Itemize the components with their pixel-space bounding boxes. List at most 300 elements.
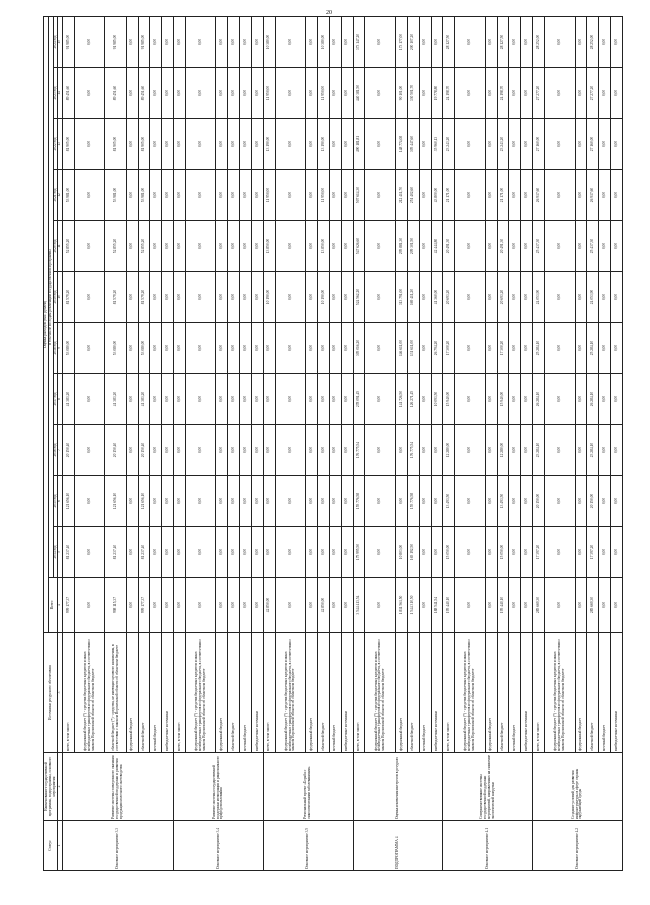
value-cell: 0,00 xyxy=(396,476,408,527)
table-row xyxy=(126,17,138,871)
name-cell: Развитие системы электронного оказания государственной поддержки и развития продукции молочного скотоводства xyxy=(63,753,174,821)
value-cell: 0,00 xyxy=(275,323,306,374)
value-cell: 26 284,10 xyxy=(533,374,545,425)
value-cell: 24 053,90 xyxy=(533,272,545,323)
source-cell: всего, в том числе: xyxy=(443,633,455,753)
value-cell: 0,00 xyxy=(150,374,162,425)
value-cell: 373 147,20 xyxy=(353,17,365,68)
value-cell: 0,00 xyxy=(216,425,228,476)
value-cell: 547 626,60 xyxy=(353,221,365,272)
column-number: 11 xyxy=(58,221,63,272)
value-cell: 0,00 xyxy=(185,221,216,272)
value-cell: 0,00 xyxy=(162,119,174,170)
source-cell: внебюджетные источники xyxy=(341,633,353,753)
value-cell: 0,00 xyxy=(216,374,228,425)
value-cell: 0,00 xyxy=(365,527,396,578)
value-cell: 0,00 xyxy=(263,527,275,578)
value-cell: 0,00 xyxy=(216,527,228,578)
value-cell: 195 440,10 xyxy=(443,578,455,633)
value-cell: 0,00 xyxy=(575,425,587,476)
value-cell: 0,00 xyxy=(174,476,186,527)
value-cell: 0,00 xyxy=(329,323,341,374)
value-cell: 21 171,00 xyxy=(443,170,455,221)
value-cell: 0,00 xyxy=(509,476,521,527)
value-cell: 0,00 xyxy=(126,578,138,633)
value-cell: 0,00 xyxy=(251,221,263,272)
value-cell: 0,00 xyxy=(228,527,240,578)
value-cell: 41 360,00 xyxy=(431,272,443,323)
value-cell: 0,00 xyxy=(329,17,341,68)
value-cell: 0,00 xyxy=(74,221,105,272)
value-cell: 0,00 xyxy=(275,476,306,527)
table-row xyxy=(587,17,599,871)
value-cell: 0,00 xyxy=(419,221,431,272)
value-cell: 0,00 xyxy=(216,578,228,633)
value-cell: 0,00 xyxy=(306,221,318,272)
value-cell: 0,00 xyxy=(150,17,162,68)
value-cell: 0,00 xyxy=(575,17,587,68)
table-row xyxy=(611,17,623,871)
value-cell: 0,00 xyxy=(263,476,275,527)
value-cell: 0,00 xyxy=(521,68,533,119)
value-cell: 11 950,00 xyxy=(318,170,330,221)
value-cell: 0,00 xyxy=(318,476,330,527)
value-cell: 0,00 xyxy=(521,425,533,476)
value-cell: 0,00 xyxy=(275,68,306,119)
value-cell: 0,00 xyxy=(174,272,186,323)
value-cell: 13 493,50 xyxy=(497,476,509,527)
value-cell: 28 252,00 xyxy=(587,17,599,68)
table-row xyxy=(228,17,240,871)
source-cell: федеральный бюджет xyxy=(485,633,497,753)
value-cell: 81 237,40 xyxy=(63,527,75,578)
value-cell: 155 776,58 xyxy=(353,476,365,527)
value-cell: 20 491,30 xyxy=(497,221,509,272)
value-cell: 0,00 xyxy=(509,170,521,221)
value-cell: 0,00 xyxy=(545,323,576,374)
value-cell: 0,00 xyxy=(611,272,623,323)
value-cell: 91 985,00 xyxy=(105,17,126,68)
value-cell: 0,00 xyxy=(162,170,174,221)
value-cell: 313 791,00 xyxy=(396,272,408,323)
value-cell: 999 177,37 xyxy=(138,578,150,633)
value-cell: 0,00 xyxy=(251,476,263,527)
table-row xyxy=(306,17,318,871)
value-cell: 0,00 xyxy=(126,476,138,527)
value-cell: 0,00 xyxy=(263,425,275,476)
value-cell: 26 917,60 xyxy=(587,170,599,221)
value-cell: 0,00 xyxy=(329,170,341,221)
value-cell: 146 611,00 xyxy=(396,323,408,374)
value-cell: 0,00 xyxy=(575,476,587,527)
table-row xyxy=(485,17,497,871)
value-cell: 43 800,00 xyxy=(431,170,443,221)
value-cell: 0,00 xyxy=(228,170,240,221)
value-cell: 0,00 xyxy=(275,527,306,578)
value-cell: 0,00 xyxy=(329,68,341,119)
status-cell: ПОДПРОГРАММА 4 xyxy=(353,821,443,871)
value-cell: 0,00 xyxy=(240,476,252,527)
value-cell: 0,00 xyxy=(150,272,162,323)
value-cell: 0,00 xyxy=(306,170,318,221)
value-cell: 24 198,70 xyxy=(443,68,455,119)
source-cell: областной бюджет xyxy=(497,633,509,753)
value-cell: 3 544 413,54 xyxy=(353,578,365,633)
status-header: Статус xyxy=(44,821,58,871)
value-cell: 169 411,20 xyxy=(407,272,419,323)
source-cell: областной бюджет xyxy=(138,633,150,753)
value-cell: 0,00 xyxy=(365,68,396,119)
value-cell: 13 493,50 xyxy=(443,476,455,527)
value-cell: 0,00 xyxy=(611,374,623,425)
name-cell: Оценка изменения интересов в ресурсах xyxy=(353,753,443,821)
value-cell: 212 411,70 xyxy=(396,170,408,221)
value-cell: 0,00 xyxy=(240,374,252,425)
value-cell: 0,00 xyxy=(240,170,252,221)
value-cell: 19 778,80 xyxy=(431,68,443,119)
table-row xyxy=(263,17,275,871)
value-cell: 0,00 xyxy=(611,68,623,119)
value-cell: 0,00 xyxy=(216,221,228,272)
source-cell: федеральный бюджет xyxy=(126,633,138,753)
value-cell: 0,00 xyxy=(275,170,306,221)
value-cell: 0,00 xyxy=(341,527,353,578)
value-cell: 0,00 xyxy=(455,425,486,476)
value-cell: 0,00 xyxy=(174,527,186,578)
value-cell: 0,00 xyxy=(455,527,486,578)
value-cell: 28 127,50 xyxy=(497,17,509,68)
value-cell: 0,00 xyxy=(318,323,330,374)
value-cell: 0,00 xyxy=(485,119,497,170)
table-row xyxy=(443,17,455,871)
value-cell: 0,00 xyxy=(599,272,611,323)
value-cell: 13 190,00 xyxy=(263,119,275,170)
table-row xyxy=(407,17,419,871)
value-cell: 0,00 xyxy=(485,17,497,68)
source-cell: федеральный бюджет xyxy=(396,633,408,753)
value-cell: 0,00 xyxy=(185,68,216,119)
source-cell: всего, в том числе: xyxy=(263,633,275,753)
value-cell: 0,00 xyxy=(341,425,353,476)
value-cell: 165 192,50 xyxy=(407,527,419,578)
value-cell: 0,00 xyxy=(611,527,623,578)
value-cell: 25 284,10 xyxy=(587,323,599,374)
value-cell: 0,00 xyxy=(455,476,486,527)
value-cell: 0,00 xyxy=(275,221,306,272)
value-cell: 12 280,00 xyxy=(497,425,509,476)
value-cell: 81 579,20 xyxy=(138,272,150,323)
value-cell: 0,00 xyxy=(521,272,533,323)
value-cell: 524 562,20 xyxy=(353,272,365,323)
value-cell: 17 300,20 xyxy=(443,323,455,374)
value-cell: 0,00 xyxy=(251,374,263,425)
value-cell: 0,00 xyxy=(545,476,576,527)
value-cell: 26 794,20 xyxy=(431,323,443,374)
value-cell: 89 451,60 xyxy=(63,68,75,119)
value-cell: 0,00 xyxy=(216,17,228,68)
value-cell: 0,00 xyxy=(419,17,431,68)
value-cell: 0,00 xyxy=(575,272,587,323)
value-cell: 0,00 xyxy=(251,272,263,323)
source-cell: областной бюджет xyxy=(318,633,330,753)
value-cell: 53 981,00 xyxy=(138,170,150,221)
value-cell: 0,00 xyxy=(419,272,431,323)
value-cell: 0,00 xyxy=(275,425,306,476)
value-cell: 0,00 xyxy=(611,578,623,633)
value-cell: 0,00 xyxy=(162,323,174,374)
table-row xyxy=(318,17,330,871)
total-header: Всего xyxy=(48,578,58,633)
value-cell: 10 380,00 xyxy=(318,17,330,68)
value-cell: 0,00 xyxy=(174,425,186,476)
value-cell: 0,00 xyxy=(485,221,497,272)
column-number: 4 xyxy=(58,578,63,633)
value-cell: 81 579,20 xyxy=(63,272,75,323)
value-cell: 0,00 xyxy=(74,374,105,425)
source-cell: внебюджетные источники xyxy=(162,633,174,753)
value-cell: 195 440,10 xyxy=(497,578,509,633)
value-cell: 330 501,70 xyxy=(407,68,419,119)
value-cell: 13 190,00 xyxy=(318,119,330,170)
table-body xyxy=(63,17,623,871)
source-cell: местный бюджет xyxy=(509,633,521,753)
source-cell: всего, в том числе: xyxy=(353,633,365,753)
value-cell: 0,00 xyxy=(306,119,318,170)
value-cell: 52 855,20 xyxy=(63,221,75,272)
value-cell: 0,00 xyxy=(545,68,576,119)
value-cell: 176 775,54 xyxy=(407,425,419,476)
value-cell: 0,00 xyxy=(185,17,216,68)
value-cell: 0,00 xyxy=(126,272,138,323)
value-cell: 0,00 xyxy=(545,425,576,476)
value-cell: 41 383,20 xyxy=(138,374,150,425)
value-cell: 0,00 xyxy=(240,221,252,272)
value-cell: 23 284,10 xyxy=(533,425,545,476)
value-cell: 0,00 xyxy=(251,17,263,68)
value-cell: 15 050,00 xyxy=(443,527,455,578)
value-cell: 0,00 xyxy=(228,374,240,425)
value-cell: 23 243,20 xyxy=(497,119,509,170)
table-row xyxy=(105,17,126,871)
value-cell: 0,00 xyxy=(509,221,521,272)
value-cell: 0,00 xyxy=(521,578,533,633)
value-cell: 0,00 xyxy=(185,272,216,323)
value-cell: 0,00 xyxy=(485,476,497,527)
value-cell: 0,00 xyxy=(185,323,216,374)
source-cell: всего, в том числе: xyxy=(174,633,186,753)
value-cell: 13 850,00 xyxy=(263,221,275,272)
value-cell: 0,00 xyxy=(485,374,497,425)
value-cell: 998 115,37 xyxy=(105,578,126,633)
value-cell: 81 905,00 xyxy=(105,119,126,170)
value-cell: 0,00 xyxy=(162,17,174,68)
value-cell: 0,00 xyxy=(126,119,138,170)
value-cell: 81 237,40 xyxy=(105,527,126,578)
value-cell: 0,00 xyxy=(599,68,611,119)
value-cell: 0,00 xyxy=(599,476,611,527)
value-cell: 0,00 xyxy=(545,221,576,272)
value-cell: 0,00 xyxy=(216,272,228,323)
value-cell: 0,00 xyxy=(228,68,240,119)
table-row xyxy=(74,17,105,871)
value-cell: 20 150,40 xyxy=(138,425,150,476)
value-cell: 10 093,50 xyxy=(431,374,443,425)
source-cell: областной бюджет (*) - средства, не имеющие целевого назначения, в соответствии с законом Воронежской области об областном бюджете xyxy=(105,633,126,753)
table-row xyxy=(63,17,75,871)
value-cell: 148 774,08 xyxy=(396,119,408,170)
value-cell: 0,00 xyxy=(545,17,576,68)
value-cell: 251 402,60 xyxy=(407,170,419,221)
year-header: 2016 год xyxy=(53,425,58,476)
value-cell: 10 380,00 xyxy=(263,17,275,68)
value-cell: 28 127,50 xyxy=(443,17,455,68)
value-cell: 0,00 xyxy=(329,374,341,425)
value-cell: 0,00 xyxy=(599,17,611,68)
value-cell: 0,00 xyxy=(306,374,318,425)
source-cell: местный бюджет xyxy=(419,633,431,753)
value-cell: 0,00 xyxy=(174,578,186,633)
value-cell: 53 080,00 xyxy=(105,323,126,374)
column-number: 5 xyxy=(58,527,63,578)
value-cell: 295 881,30 xyxy=(396,221,408,272)
value-cell: 0,00 xyxy=(455,272,486,323)
source-cell: внебюджетные источники xyxy=(611,633,623,753)
table-row xyxy=(353,17,365,871)
status-cell: Основное мероприятие 4.2 xyxy=(533,821,623,871)
value-cell: 0,00 xyxy=(365,476,396,527)
value-cell: 0,00 xyxy=(419,527,431,578)
value-cell: 0,00 xyxy=(162,527,174,578)
value-cell: 0,00 xyxy=(599,170,611,221)
source-cell: областной бюджет xyxy=(228,633,240,753)
source-cell: федеральный бюджет (*) - средства бюджетных кредитов и иных межбюджетных трансфертов из федерального бюджета, в соответствии с законом Воронежской области об областном бюджете xyxy=(74,633,105,753)
value-cell: 121 656,10 xyxy=(138,476,150,527)
value-cell: 0,00 xyxy=(545,578,576,633)
value-cell: 0,00 xyxy=(174,221,186,272)
value-cell: 25 284,10 xyxy=(533,323,545,374)
value-cell: 42 850,00 xyxy=(263,578,275,633)
value-cell: 0,00 xyxy=(74,17,105,68)
value-cell: 0,00 xyxy=(74,170,105,221)
value-cell: 20 150,00 xyxy=(533,476,545,527)
value-cell: 278 091,45 xyxy=(353,374,365,425)
value-cell: 0,00 xyxy=(216,119,228,170)
value-cell: 0,00 xyxy=(306,476,318,527)
value-cell: 0,00 xyxy=(365,272,396,323)
value-cell: 209 301,50 xyxy=(407,221,419,272)
value-cell: 0,00 xyxy=(126,425,138,476)
status-cell: Основное мероприятие 3.5 xyxy=(263,821,353,871)
value-cell: 0,00 xyxy=(521,221,533,272)
value-cell: 0,00 xyxy=(126,170,138,221)
value-cell: 0,00 xyxy=(455,323,486,374)
value-cell: 0,00 xyxy=(228,323,240,374)
table-row xyxy=(599,17,611,871)
value-cell: 175 995,50 xyxy=(353,527,365,578)
value-cell: 52 855,20 xyxy=(138,221,150,272)
value-cell: 0,00 xyxy=(329,476,341,527)
value-cell: 0,00 xyxy=(419,119,431,170)
table-row xyxy=(365,17,396,871)
value-cell: 0,00 xyxy=(599,323,611,374)
value-cell: 21 171,00 xyxy=(497,170,509,221)
value-cell: 13 850,00 xyxy=(318,221,330,272)
value-cell: 0,00 xyxy=(575,221,587,272)
value-cell: 0,00 xyxy=(150,170,162,221)
value-cell: 0,00 xyxy=(174,323,186,374)
year-header: 2021 год xyxy=(53,170,58,221)
value-cell: 0,00 xyxy=(599,119,611,170)
table-row xyxy=(162,17,174,871)
value-cell: 0,00 xyxy=(74,476,105,527)
value-cell: 0,00 xyxy=(162,374,174,425)
value-cell: 0,00 xyxy=(599,578,611,633)
value-cell: 0,00 xyxy=(185,425,216,476)
value-cell: 507 614,30 xyxy=(353,170,365,221)
value-cell: 141 726,50 xyxy=(396,374,408,425)
value-cell: 0,00 xyxy=(509,68,521,119)
value-cell: 81 579,20 xyxy=(105,272,126,323)
source-cell: местный бюджет xyxy=(150,633,162,753)
rotated-page xyxy=(10,0,650,905)
value-cell: 0,00 xyxy=(318,527,330,578)
value-cell: 0,00 xyxy=(306,425,318,476)
value-cell: 26 284,10 xyxy=(587,374,599,425)
source-cell: федеральный бюджет (*) - средства бюджетных кредитов и иных межбюджетных трансфертов из федерального бюджета, в соответствии с законом Воронежской области об областном бюджете xyxy=(365,633,396,753)
value-cell: 10 190,00 xyxy=(263,272,275,323)
table-row xyxy=(419,17,431,871)
value-cell: 0,00 xyxy=(216,68,228,119)
value-cell: 0,00 xyxy=(329,272,341,323)
value-cell: 0,00 xyxy=(329,527,341,578)
source-cell: внебюджетные источники xyxy=(521,633,533,753)
value-cell: 0,00 xyxy=(611,170,623,221)
table-row xyxy=(341,17,353,871)
value-cell: 0,00 xyxy=(216,476,228,527)
value-cell: 0,00 xyxy=(611,119,623,170)
value-cell: 0,00 xyxy=(431,476,443,527)
value-cell: 0,00 xyxy=(228,272,240,323)
value-cell: 17 397,20 xyxy=(533,527,545,578)
value-cell: 0,00 xyxy=(74,425,105,476)
resource-table xyxy=(43,16,623,871)
value-cell: 0,00 xyxy=(228,221,240,272)
value-cell: 0,00 xyxy=(74,527,105,578)
value-cell: 305 447,60 xyxy=(407,119,419,170)
value-cell: 0,00 xyxy=(240,527,252,578)
value-cell: 89 451,60 xyxy=(105,68,126,119)
value-cell: 0,00 xyxy=(126,68,138,119)
value-cell: 0,00 xyxy=(251,68,263,119)
table-row xyxy=(138,17,150,871)
value-cell: 41 383,20 xyxy=(105,374,126,425)
column-number: 12 xyxy=(58,170,63,221)
value-cell: 0,00 xyxy=(162,221,174,272)
value-cell: 0,00 xyxy=(419,323,431,374)
value-cell: 305 016,20 xyxy=(353,323,365,374)
table-row xyxy=(216,17,228,871)
value-cell: 0,00 xyxy=(599,221,611,272)
source-cell: местный бюджет xyxy=(240,633,252,753)
value-cell: 0,00 xyxy=(365,578,396,633)
value-cell: 0,00 xyxy=(150,578,162,633)
value-cell: 0,00 xyxy=(575,119,587,170)
value-cell: 0,00 xyxy=(509,425,521,476)
value-cell: 0,00 xyxy=(306,527,318,578)
value-cell: 200 107,20 xyxy=(407,17,419,68)
value-cell: 0,00 xyxy=(126,221,138,272)
value-cell: 0,00 xyxy=(150,119,162,170)
